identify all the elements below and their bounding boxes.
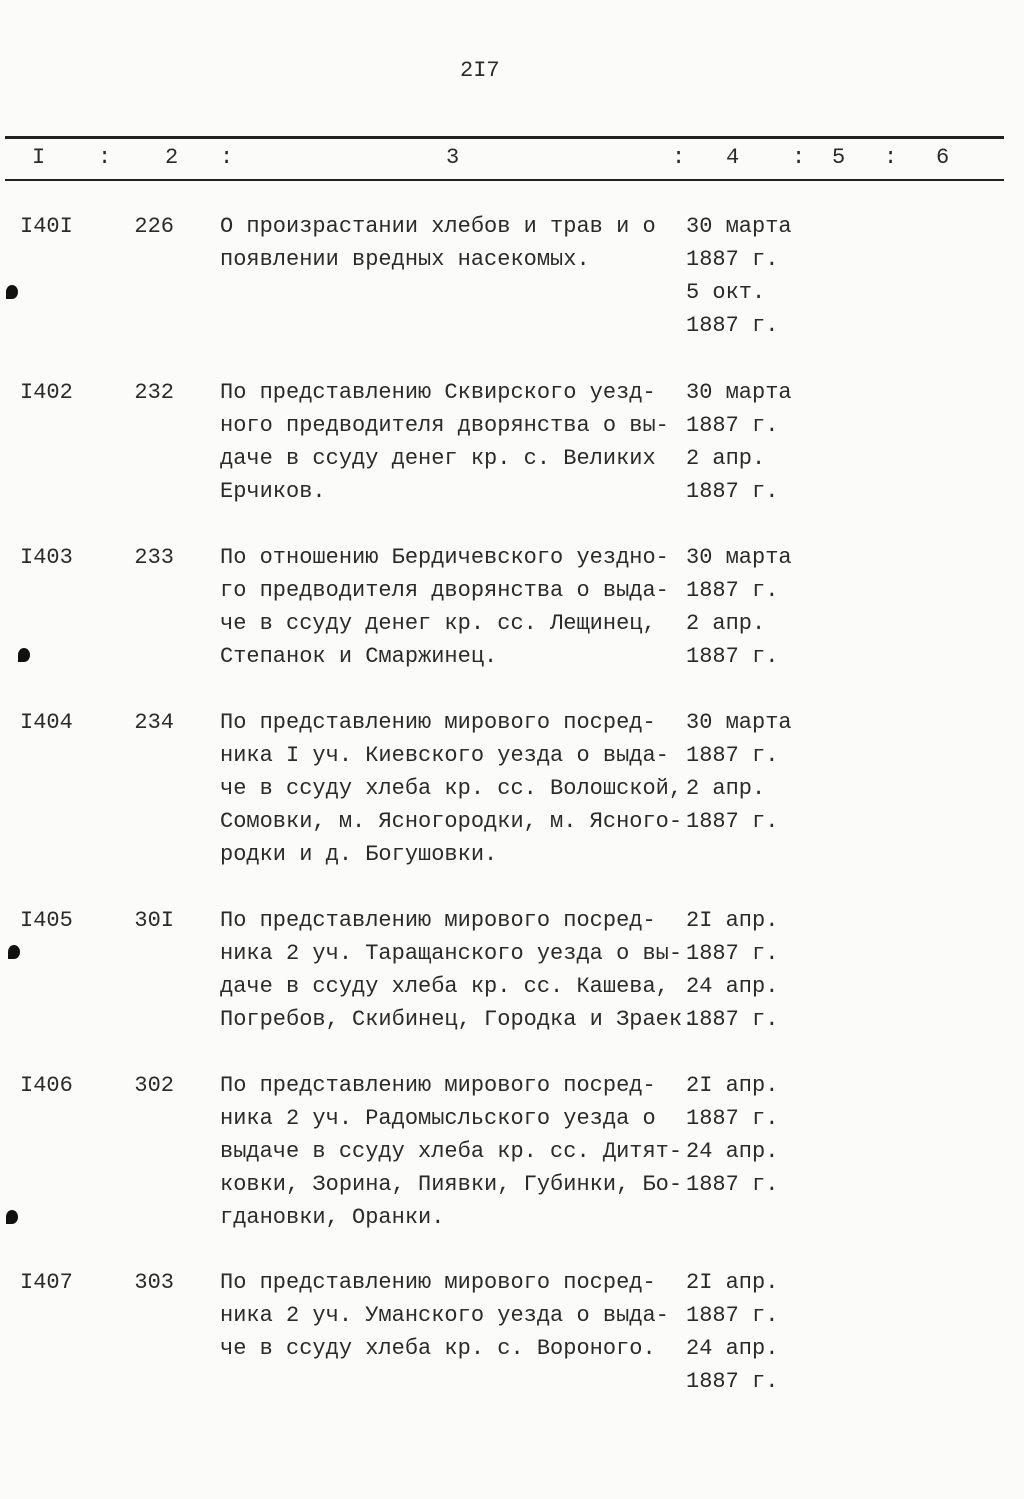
entry-dates (686, 1069, 778, 1201)
title-line: че в ссуду хлеба кр. сс. Волошской, (220, 776, 683, 801)
entry-number: I402 (20, 380, 73, 405)
title-line: О произрастании хлебов и трав и о (220, 214, 656, 239)
sheet-number: 302 (134, 1073, 174, 1098)
date-line: 2 апр. (686, 611, 766, 636)
date-line: 24 апр. (686, 1139, 779, 1164)
date-line: 1887 г. (686, 313, 779, 338)
punch-mark (18, 648, 30, 662)
header-col-4: 4 (726, 145, 740, 170)
header-col-5: 5 (832, 145, 846, 170)
date-line: 30 марта (686, 710, 792, 735)
title-line: По представлению Сквирского уезд- (220, 380, 656, 405)
entry-dates (686, 376, 792, 508)
date-line: 1887 г. (686, 809, 779, 834)
title-line: даче в ссуду денег кр. с. Великих (220, 446, 656, 471)
entry-title (220, 904, 695, 1036)
title-line: че в ссуду денег кр. сс. Лещинец, (220, 611, 656, 636)
header-sep: : (792, 145, 806, 170)
entry-number: I405 (20, 908, 73, 933)
entry-dates (686, 1266, 778, 1398)
entry-dates (686, 541, 792, 673)
date-line: 1887 г. (686, 1007, 779, 1032)
header-col-2: 2 (165, 145, 179, 170)
header-bottom-rule (5, 179, 1004, 181)
title-line: че в ссуду хлеба кр. с. Вороного. (220, 1336, 656, 1361)
date-line: 1887 г. (686, 1303, 779, 1328)
punch-mark (6, 1210, 18, 1224)
date-line: 24 апр. (686, 1336, 779, 1361)
entry-number: I403 (20, 545, 73, 570)
punch-mark (8, 945, 20, 959)
title-line: ного предводителя дворянства о вы- (220, 413, 669, 438)
date-line: 1887 г. (686, 578, 779, 603)
header-col-1: I (32, 145, 46, 170)
date-line: 1887 г. (686, 413, 779, 438)
entry-number: I404 (20, 710, 73, 735)
date-line: 30 марта (686, 214, 792, 239)
title-line: появлении вредных насекомых. (220, 247, 590, 272)
date-line: 2I апр. (686, 1073, 779, 1098)
date-line: 2 апр. (686, 446, 766, 471)
date-line: 1887 г. (686, 1369, 779, 1394)
title-line: По представлению мирового посред- (220, 710, 656, 735)
date-line: 2I апр. (686, 908, 779, 933)
entry-number: I406 (20, 1073, 73, 1098)
title-line: выдаче в ссуду хлеба кр. сс. Дитят- (220, 1139, 683, 1164)
entry-title (220, 1069, 682, 1234)
title-line: даче в ссуду хлеба кр. сс. Кашева, (220, 974, 669, 999)
title-line: По представлению мирового посред- (220, 1270, 656, 1295)
entry-title (220, 706, 682, 871)
title-line: По представлению мирового посред- (220, 1073, 656, 1098)
title-line: Степанок и Смаржинец. (220, 644, 498, 669)
header-sep: : (220, 145, 234, 170)
sheet-number: 233 (134, 545, 174, 570)
header-col-3: 3 (446, 145, 460, 170)
title-line: го предводителя дворянства о выда- (220, 578, 669, 603)
sheet-number: 234 (134, 710, 174, 735)
date-line: 1887 г. (686, 644, 779, 669)
title-line: По отношению Бердичевского уездно- (220, 545, 669, 570)
title-line: ника 2 уч. Радомысльского уезда о (220, 1106, 656, 1131)
header-col-6: 6 (936, 145, 950, 170)
date-line: 2 апр. (686, 776, 766, 801)
entry-dates (686, 904, 778, 1036)
date-line: 5 окт. (686, 280, 766, 305)
date-line: 1887 г. (686, 1106, 779, 1131)
date-line: 1887 г. (686, 941, 779, 966)
header-sep: : (884, 145, 898, 170)
header-sep: : (672, 145, 686, 170)
date-line: 2I апр. (686, 1270, 779, 1295)
sheet-number: 226 (134, 214, 174, 239)
punch-mark (6, 285, 18, 299)
title-line: Погребов, Скибинец, Городка и Зраек. (220, 1007, 696, 1032)
title-line: родки и д. Богушовки. (220, 842, 498, 867)
date-line: 30 марта (686, 380, 792, 405)
header-sep: : (98, 145, 112, 170)
title-line: ника 2 уч. Таращанского уезда о вы- (220, 941, 683, 966)
entry-number: I40I (20, 214, 73, 239)
sheet-number: 303 (134, 1270, 174, 1295)
entry-number: I407 (20, 1270, 73, 1295)
title-line: По представлению мирового посред- (220, 908, 656, 933)
date-line: 30 марта (686, 545, 792, 570)
date-line: 1887 г. (686, 743, 779, 768)
title-line: ника 2 уч. Уманского уезда о выда- (220, 1303, 669, 1328)
entry-title (220, 210, 656, 276)
header-top-rule (5, 136, 1004, 139)
title-line: ника I уч. Киевского уезда о выда- (220, 743, 669, 768)
date-line: 1887 г. (686, 479, 779, 504)
entry-dates (686, 706, 792, 838)
date-line: 1887 г. (686, 1172, 779, 1197)
sheet-number: 30I (134, 908, 174, 933)
entry-title (220, 376, 669, 508)
title-line: ковки, Зорина, Пиявки, Губинки, Бо- (220, 1172, 683, 1197)
date-line: 1887 г. (686, 247, 779, 272)
page-number: 2I7 (460, 58, 500, 83)
sheet-number: 232 (134, 380, 174, 405)
title-line: гдановки, Оранки. (220, 1205, 445, 1230)
title-line: Сомовки, м. Ясногородки, м. Ясного- (220, 809, 683, 834)
title-line: Ерчиков. (220, 479, 326, 504)
date-line: 24 апр. (686, 974, 779, 999)
entry-title (220, 1266, 669, 1365)
entry-dates (686, 210, 792, 342)
entry-title (220, 541, 669, 673)
